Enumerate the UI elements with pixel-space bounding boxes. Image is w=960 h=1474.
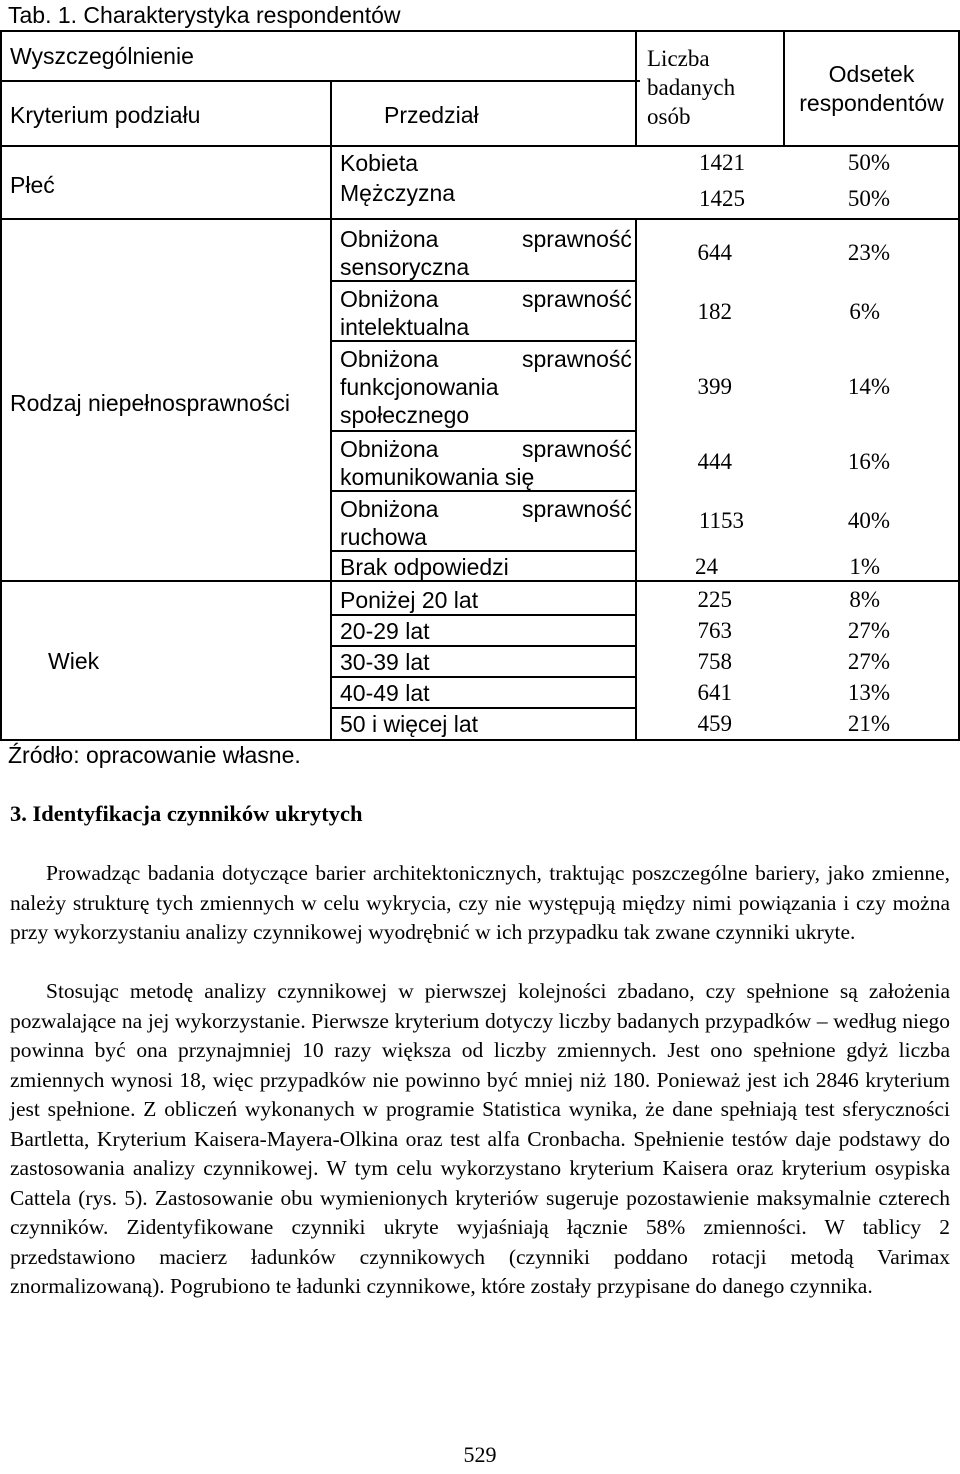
header-kryterium: Kryterium podziału xyxy=(10,102,201,128)
header-odsetek: Odsetek respondentów xyxy=(799,61,944,116)
row-label-line2: ruchowa xyxy=(340,524,427,550)
row-pct: 8% xyxy=(849,587,880,612)
row-pct: 1% xyxy=(849,554,880,579)
row-pct: 27% xyxy=(847,618,890,643)
row-label-word2: sprawność xyxy=(522,346,632,372)
row-label: 40-49 lat xyxy=(340,680,430,706)
header-wyszczegolnienie: Wyszczególnienie xyxy=(10,43,194,69)
row-label-word2: sprawność xyxy=(522,286,632,312)
row-count: 225 xyxy=(697,587,732,612)
row-label-word1: Obniżona xyxy=(340,226,439,252)
row-label: Poniżej 20 lat xyxy=(340,587,479,613)
row-label: Brak odpowiedzi xyxy=(340,554,509,580)
row-label-word1: Obniżona xyxy=(340,286,439,312)
paragraph-1: Prowadząc badania dotyczące barier architektonicznych, traktując poszczególne bariery, jako zmienne, należy strukturę tych zmiennych w celu wykrycia, czy nie występują między nimi powiązania i czy można przy wykorzystaniu analizy czynnikowej wyodrębnić w ich przypadku tak zwane czynniki ukryte. xyxy=(10,861,950,944)
row-count: 758 xyxy=(697,649,732,674)
row-label-word2: sprawność xyxy=(522,496,632,522)
group-wiek: Wiek xyxy=(48,648,100,674)
row-label-line2: intelektualna xyxy=(340,314,470,340)
row-label: 30-39 lat xyxy=(340,649,430,675)
row-label-line2: komunikowania się xyxy=(340,464,535,490)
row-pct: 14% xyxy=(847,374,890,399)
section-heading: 3. Identyfikacja czynników ukrytych xyxy=(10,801,363,826)
row-label-word1: Obniżona xyxy=(340,436,439,462)
row-pct: 50% xyxy=(847,150,890,175)
row-label: 20-29 lat xyxy=(340,618,430,644)
row-count: 763 xyxy=(697,618,732,643)
row-label-line2: funkcjonowania xyxy=(340,374,499,400)
row-count: 1425 xyxy=(699,186,745,211)
row-label: 50 i więcej lat xyxy=(340,711,479,737)
paragraph-2: Stosując metodę analizy czynnikowej w pierwszej kolejności zbadano, czy spełnione są założenia pozwalające na jej wykorzystanie. Pierwsze kryterium dotyczy liczby badanych przypadków – według niego powinna być ona przynajmniej 10 razy większa od liczby zmiennych. Jest ono spełnione gdyż liczba zmiennych wynosi 18, więc przypadków nie powinno być mniej niż 180. Ponieważ jest ich 2846 kryterium jest spełnione. Z obliczeń wykonanych w programie Statistica wynika, że dane spełniają test sferyczności Bartletta, Kryterium Kaisera-Mayera-Olkina oraz test alfa Cronbacha. Spełnienie testów daje podstawy do zastosowania analizy czynnikowej. W tym celu wykorzystano kryterium Kaisera oraz kryterium osypiska Cattela (rys. 5). Zastosowanie obu wymienionych kryteriów sugeruje pozostawienie maksymalnie czterech czynników. Zidentyfikowane czynniki ukryte wyjaśniają łącznie 58% zmienności. W tablicy 2 przedstawiono macierz ładunków czynnikowych (czynniki poddano rotacji metodą Varimax znormalizowaną). Pogrubiono te ładunki czynnikowe, które zostały przypisane do danego czynnika. xyxy=(10,979,950,1298)
group-rodzaj: Rodzaj niepełnosprawności xyxy=(10,390,290,416)
row-label-line2: sensoryczna xyxy=(340,254,470,280)
row-pct: 40% xyxy=(847,508,890,533)
row-count: 644 xyxy=(697,240,732,265)
row-count: 24 xyxy=(695,554,718,579)
row-label-line3: społecznego xyxy=(340,402,470,428)
row-count: 1153 xyxy=(698,508,744,533)
row-pct: 6% xyxy=(849,299,880,324)
row-pct: 27% xyxy=(847,649,890,674)
row-pct: 23% xyxy=(847,240,890,265)
row-label-word2: sprawność xyxy=(522,436,632,462)
row-pct: 16% xyxy=(847,449,890,474)
row-count: 399 xyxy=(697,374,732,399)
row-count: 444 xyxy=(697,449,732,474)
row-count: 1421 xyxy=(699,150,745,175)
row-pct: 50% xyxy=(847,186,890,211)
row-pct: 13% xyxy=(847,680,890,705)
page-number: 529 xyxy=(463,1442,497,1467)
header-przedzial: Przedział xyxy=(384,102,479,128)
row-pct: 21% xyxy=(847,711,890,736)
row-label-word2: sprawność xyxy=(522,226,632,252)
table-caption: Tab. 1. Charakterystyka respondentów xyxy=(8,2,401,28)
row-count: 182 xyxy=(697,299,732,324)
row-count: 641 xyxy=(697,680,732,705)
row-label: Kobieta xyxy=(340,150,419,176)
row-label: Mężczyzna xyxy=(340,180,456,206)
row-label-word1: Obniżona xyxy=(340,346,439,372)
row-label-word1: Obniżona xyxy=(340,496,439,522)
row-count: 459 xyxy=(697,711,732,736)
table-source: Źródło: opracowanie własne. xyxy=(8,742,301,768)
header-liczba: Liczba badanych osób xyxy=(647,46,736,129)
group-plec: Płeć xyxy=(10,172,55,198)
